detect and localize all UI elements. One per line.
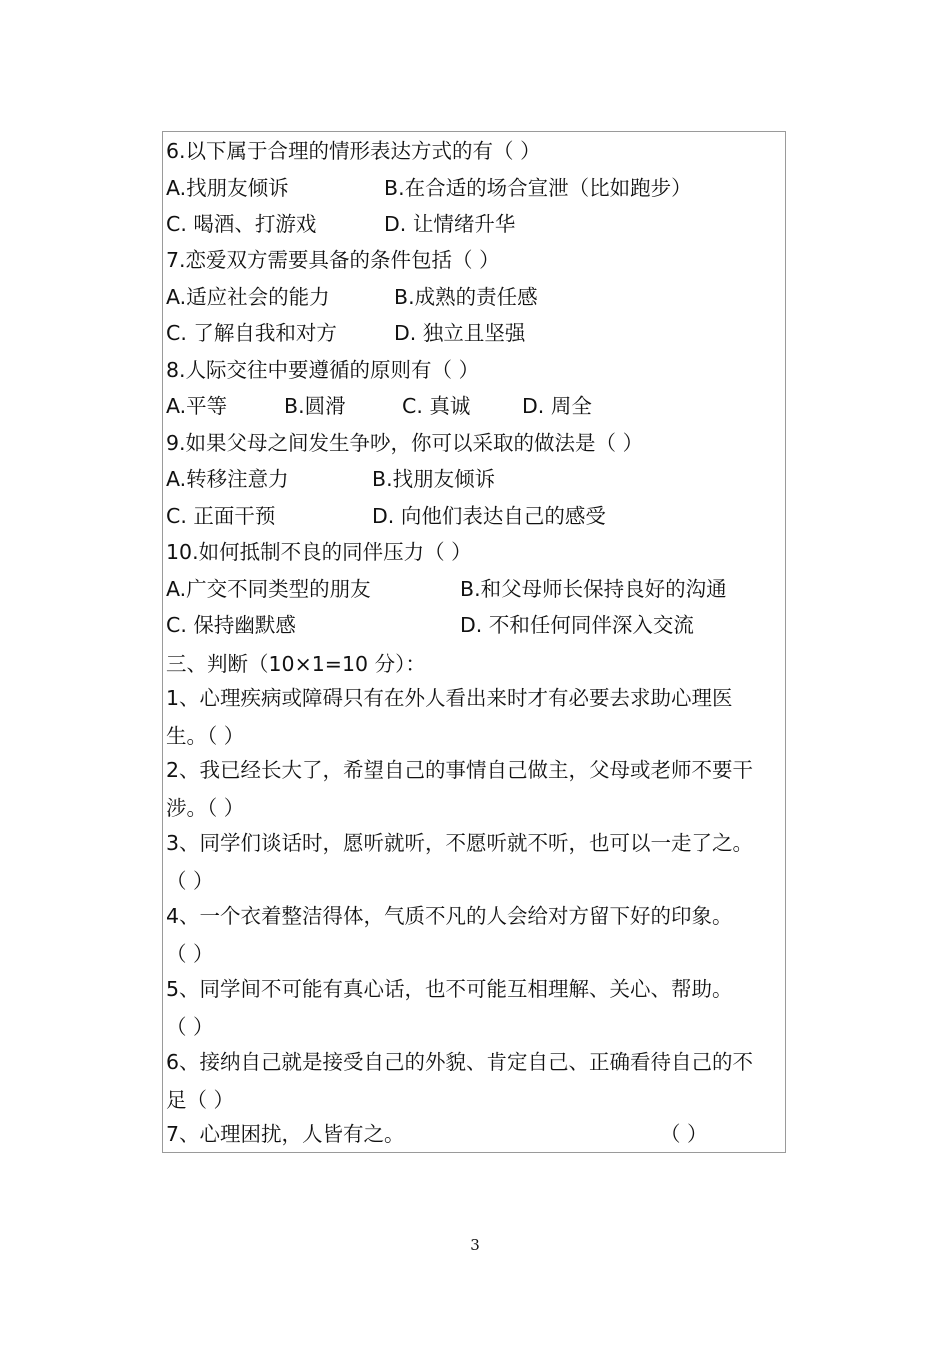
page-number: 3 — [470, 1236, 480, 1254]
judgement-7-text: 7、心理困扰，人皆有之。 — [166, 1122, 405, 1146]
question-7-stem: 7.恋爱双方需要具备的条件包括（ ） — [166, 248, 500, 272]
judgement-7-answer-blank: （ ） — [660, 1122, 708, 1146]
question-9-options-row-2 — [166, 499, 776, 533]
judgement-6-line-2: 足（ ） — [166, 1088, 235, 1112]
option-b: B.和父母师长保持良好的沟通 — [460, 577, 727, 601]
option-c: C. 保持幽默感 — [166, 613, 296, 637]
option-c: C. 喝酒、打游戏 — [166, 212, 317, 236]
question-7-options-row-1 — [166, 280, 776, 314]
judgement-3-line-2: （ ） — [166, 869, 214, 893]
option-b: B.圆滑 — [284, 394, 346, 418]
option-a: A.广交不同类型的朋友 — [166, 577, 371, 601]
option-b: B.成熟的责任感 — [394, 285, 538, 309]
judgement-1-line-1: 1、心理疾病或障碍只有在外人看出来时才有必要去求助心理医 — [166, 686, 733, 710]
question-9-options-row-1 — [166, 462, 776, 496]
judgement-2-line-2: 涉。（ ） — [166, 796, 245, 820]
question-7-options-row-2 — [166, 316, 776, 350]
option-b: B.找朋友倾诉 — [372, 467, 496, 491]
question-9-stem: 9.如果父母之间发生争吵，你可以采取的做法是（ ） — [166, 431, 644, 455]
option-a: A.找朋友倾诉 — [166, 176, 289, 200]
judgement-1-line-2: 生。（ ） — [166, 724, 245, 748]
judgement-4-line-2: （ ） — [166, 942, 214, 966]
option-c: C. 了解自我和对方 — [166, 321, 337, 345]
judgement-5-line-2: （ ） — [166, 1015, 214, 1039]
question-6-stem: 6.以下属于合理的情形表达方式的有（ ） — [166, 139, 541, 163]
judgement-6-line-1: 6、接纳自己就是接受自己的外貌、肯定自己、正确看待自己的不 — [166, 1050, 754, 1074]
question-8-options — [166, 389, 776, 423]
option-d: D. 不和任何同伴深入交流 — [460, 613, 694, 637]
option-a: A.转移注意力 — [166, 467, 289, 491]
question-10-options-row-2 — [166, 608, 776, 642]
section-3-heading: 三、判断（10×1=10 分）： — [166, 652, 426, 676]
question-6-options-row-2 — [166, 207, 776, 241]
option-a: A.适应社会的能力 — [166, 285, 330, 309]
judgement-3-line-1: 3、同学们谈话时，愿听就听，不愿听就不听，也可以一走了之。 — [166, 831, 754, 855]
option-c: C. 正面干预 — [166, 504, 276, 528]
exam-content-box — [162, 131, 786, 1153]
question-10-options-row-1 — [166, 572, 776, 606]
option-b: B.在合适的场合宣泄（比如跑步） — [384, 176, 692, 200]
question-8-stem: 8.人际交往中要遵循的原则有（ ） — [166, 358, 480, 382]
judgement-5-line-1: 5、同学间不可能有真心话，也不可能互相理解、关心、帮助。 — [166, 977, 733, 1001]
judgement-7 — [166, 1117, 776, 1151]
question-6-options-row-1 — [166, 171, 776, 205]
option-d: D. 独立且坚强 — [394, 321, 526, 345]
option-d: D. 向他们表达自己的感受 — [372, 504, 606, 528]
option-c: C. 真诚 — [402, 394, 471, 418]
question-10-stem: 10.如何抵制不良的同伴压力（ ） — [166, 540, 472, 564]
judgement-2-line-1: 2、我已经长大了，希望自己的事情自己做主，父母或老师不要干 — [166, 758, 754, 782]
option-d: D. 让情绪升华 — [384, 212, 516, 236]
option-d: D. 周全 — [522, 394, 592, 418]
judgement-4-line-1: 4、一个衣着整洁得体，气质不凡的人会给对方留下好的印象。 — [166, 904, 733, 928]
option-a: A.平等 — [166, 394, 228, 418]
